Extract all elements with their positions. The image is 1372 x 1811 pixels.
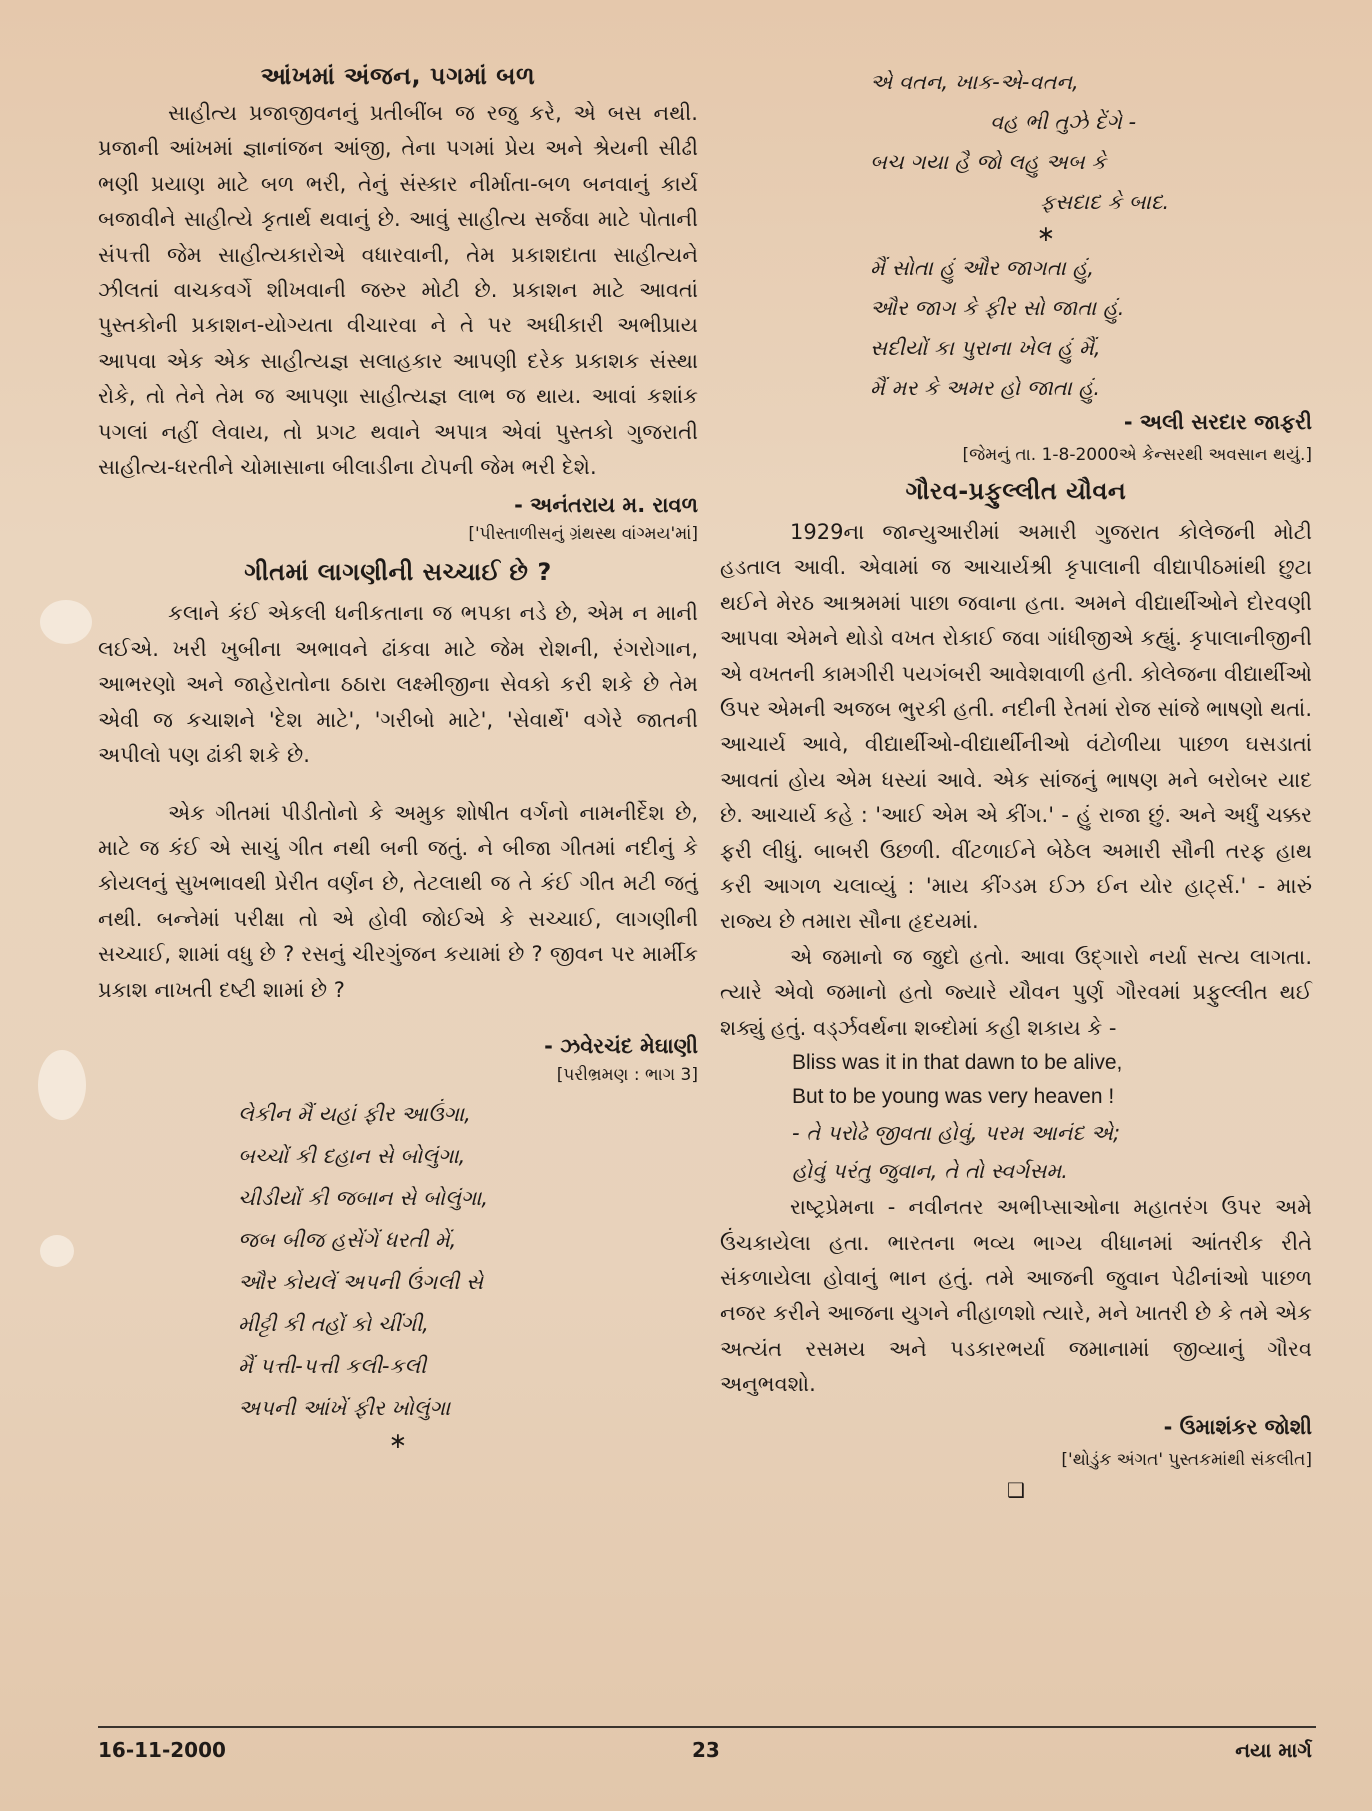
- paper-damage: [40, 600, 92, 644]
- footer-rule: [98, 1726, 1316, 1728]
- poem-line: વહ ભી તુઝે દેંગે -: [990, 110, 1137, 134]
- source-note: [જેમનું તા. 1-8-2000એ કેન્સરથી અવસાન થયું.]: [962, 445, 1312, 465]
- section-title: ગૌરવ-પ્રફુલ્લીત યૌવન: [905, 477, 1127, 505]
- author-name: - ઉમાશંકર જોશી: [1163, 1414, 1312, 1439]
- article-paragraph: એ જમાનો જ જુદો હતો. આવા ઉદ્‌ગારો નર્યા સત્ય લાગતા. ત્યારે એવો જમાનો હતો જ્યારે યૌવન પુર્ણ ગૌરવમાં પ્રફુલ્લીત થઈ શક્યું હતું. વર્ડ્ઝવર્થના શબ્દોમાં કહી શકાય કે -: [720, 944, 1312, 1040]
- source-note: ['થોડુંક અંગત' પુસ્તકમાંથી સંકલીત]: [1061, 1449, 1312, 1470]
- article-paragraph: 1929ના જાન્યુઆરીમાં અમારી ગુજરાત કોલેજની મોટી હડતાલ આવી. એવામાં જ આચાર્યશ્રી કૃપાલાની વીદ્યાપીઠમાંથી છુટા થઈને મેરઠ આશ્રમમાં પાછા જવાના હતા. અમને વીદ્યાર્થીઓને દોરવણી આપવા એમને થોડો વખત રોકાઈ જવા ગાંધીજીએ કહ્યું. કૃપાલાનીજીની એ વખતની કામગીરી પયગંબરી આવેશવાળી હતી. કોલેજના વીદ્યાર્થીઓ ઉપર એમની અજબ ભુરકી હતી. નદીની રેતમાં રોજ સાંજે ભાષણો થતાં. આચાર્ય આવે, વીદ્યાર્થીઓ-વીદ્યાર્થીનીઓ વંટોળીયા પાછળ ઘસડાતાં આવતાં હોય એમ ધસ્યાં આવે. એક સાંજનું ભાષણ મને બરોબર યાદ છે. આચાર્ય કહે : 'આઈ એમ એ કીંગ.' - હું રાજા છું. અને અર્ધું ચક્કર ફરી લીધું. બાબરી ઉછળી. વીંટળાઈને બેઠેલ અમારી સૌની તરફ હાથ કરી આગળ ચલાવ્યું : 'માય કીંગ્ડમ ઈઝ ઈન યોર હાર્ટ્સ.' - મારું રાજ્ય છે તમારા સૌના હૃદયમાં.: [720, 520, 1312, 934]
- paper-damage: [38, 1050, 86, 1120]
- poem-line: સદીયોં કા પુરાના ખેલ હું મૈં,: [870, 336, 1101, 360]
- poem-line: મૈં પત્તી-પત્તી કલી-કલી: [238, 1353, 427, 1378]
- translation-line: - તે પરોઢે જીવતા હોવું, પરમ આનંદ એ;: [792, 1121, 1121, 1146]
- footer-date: 16-11-2000: [98, 1738, 226, 1762]
- poem-line: ઔર જાગ કે ફીર સો જાતા હું.: [870, 296, 1125, 320]
- poem: [870, 62, 1312, 222]
- poem-line: મૈં સોતા હું ઔર જાગતા હું,: [870, 256, 1094, 280]
- separator-star: ∗: [388, 1428, 408, 1454]
- poem-line: બચ ગયા હૈ જો લહુ અબ કે: [870, 150, 1107, 174]
- poem-line: ચીડીયોં કી જબાન સે બોલુંગા,: [238, 1185, 488, 1210]
- magazine-name: નયા માર્ગ: [1235, 1738, 1312, 1762]
- article-paragraph: રાષ્ટ્રપ્રેમના - નવીનતર અભીપ્સાઓના મહાતરંગ ઉપર અમે ઉંચકાયેલા હતા. ભારતના ભવ્ય ભાગ્ય વીધાનમાં આંતરીક રીતે સંકળાયેલા હોવાનું ભાન હતું. તમે આજની જુવાન પેઢીનાંઓ પાછળ નજર કરીને આજના યુગને નીહાળશો ત્યારે, મને ખાતરી છે કે તમે એક અત્યંત રસમય અને પડકારભર્યા જમાનામાં જીવ્યાનું ગૌરવ અનુભવશો.: [720, 1195, 1312, 1397]
- right-column: [720, 62, 1312, 1502]
- article-paragraph: સાહીત્ય પ્રજાજીવનનું પ્રતીબીંબ જ રજુ કરે, એ બસ નથી. પ્રજાની આંખમાં જ્ઞાનાંજન આંજી, તેના પગમાં પ્રેય અને શ્રેયની સીઢી ભણી પ્રયાણ માટે બળ ભરી, તેનું સંસ્કાર નીર્માતા-બળ બનવાનું કાર્ય બજાવીને સાહીત્યે કૃતાર્થ થવાનું છે. આવું સાહીત્ય સર્જવા માટે પોતાની સંપત્તી જેમ સાહીત્યકારોએ વધારવાની, તેમ પ્રકાશદાતા સાહીત્યને ઝીલતાં વાચકવર્ગે શીખવાની જરુર મોટી છે. પ્રકાશન માટે આવતાં પુસ્તકોની પ્રકાશન-યોગ્યતા વીચારવા ને તે પર અધીકારી અભીપ્રાય આપવા એક એક સાહીત્યજ્ઞ સલાહકાર આપણી દરેક પ્રકાશક સંસ્થા રોકે, તો તેને તેમ જ આપણા સાહીત્યજ્ઞ લાભ જ થાય. આવાં કશાંક પગલાં નહીં લેવાય, તો પ્રગટ થવાને અપાત્ર એવાં પુસ્તકો ગુજરાતી સાહીત્ય-ધરતીને ચોમાસાના બીલાડીના ટોપની જેમ ભરી દેશે.: [98, 101, 698, 480]
- poem: [238, 1093, 698, 1429]
- poem-line: અપની આંખેં ફીર ખોલુંગા: [238, 1395, 451, 1420]
- quote-translation: [720, 1114, 1312, 1190]
- poem-line: એ વતન, ખાક-એ-વતન,: [870, 70, 1079, 94]
- section-title: આંખમાં અંજન, પગમાં બળ: [260, 62, 536, 90]
- poem-line: બચ્ચોં કી દહાન સે બોલુંગા,: [238, 1143, 466, 1168]
- end-mark-icon: ❑: [1007, 1477, 1025, 1502]
- quote-line: Bliss was it in that dawn to be alive,: [792, 1051, 1123, 1075]
- poem-line: જબ બીજ હસેંગેં ધરતી મેં,: [238, 1227, 457, 1252]
- author-name: - ઝવેરચંદ મેઘાણી: [544, 1033, 698, 1058]
- section-title: ગીતમાં લાગણીની સચ્ચાઈ છે ?: [244, 558, 552, 587]
- poem-line: મીટ્ટી કી તહોં કો ચીંગી,: [238, 1311, 429, 1336]
- quote-line: But to be young was very heaven !: [792, 1085, 1115, 1109]
- article-paragraph: એક ગીતમાં પીડીતોનો કે અમુક શોષીત વર્ગનો નામનીર્દેશ છે, માટે જ કંઈ એ સાચું ગીત નથી બની જતું. ને બીજા ગીતમાં નદીનું કે કોયલનું સુખભાવથી પ્રેરીત વર્ણન છે, તેટલાથી જ તે કંઈ ગીત મટી જતું નથી. બન્નેમાં પરીક્ષા તો એ હોવી જોઈએ કે સચ્ચાઈ, લાગણીની સચ્ચાઈ, શામાં વધુ છે ? રસનું ચીરગુંજન કયામાં છે ? જીવન પર માર્મીક પ્રકાશ નાખતી દષ્ટી શામાં છે ?: [98, 800, 698, 1002]
- paper-damage: [40, 1235, 74, 1267]
- author-name: - અલી સરદાર જાફરી: [1123, 410, 1312, 434]
- poem: [870, 248, 1312, 408]
- left-column: [98, 62, 698, 1455]
- source-note: [પરીભ્રમણ : ભાગ 3]: [556, 1064, 698, 1085]
- translation-line: હોવું પરંતુ જુવાન, તે તો સ્વર્ગસમ.: [792, 1159, 1068, 1184]
- author-name: - અનંતરાય મ. રાવળ: [514, 493, 698, 518]
- poem-line: ઔર કોયલેં અપની ઉંગલી સે: [238, 1269, 483, 1294]
- separator-star: ∗: [1036, 222, 1056, 247]
- poem-line: ફસદાદ કે બાદ.: [1040, 190, 1170, 214]
- article-paragraph: કલાને કંઈ એકલી ધનીકતાના જ ભપકા નડે છે, એમ ન માની લઈએ. ખરી ખુબીના અભાવને ઢાંકવા માટે જેમ રોશની, રંગરોગાન, આભરણો અને જાહેરાતોના ઠઠારા લક્ષ્મીજીના સેવકો કરી શકે છે તેમ એવી જ કચાશને 'દેશ માટે', 'ગરીબો માટે', 'સેવાર્થે' વગેરે જાતની અપીલો પણ ઢાંકી શકે છે.: [98, 601, 698, 768]
- poem-line: લેકીન મૈં યહાં ફીર આઉંગા,: [238, 1101, 471, 1126]
- poem-line: મૈં મર કે અમર હો જાતા હું.: [870, 376, 1101, 400]
- page-number: 23: [692, 1738, 720, 1762]
- source-note: ['પીસ્તાળીસનું ગ્રંથસ્થ વાંગ્મય'માં]: [468, 524, 698, 545]
